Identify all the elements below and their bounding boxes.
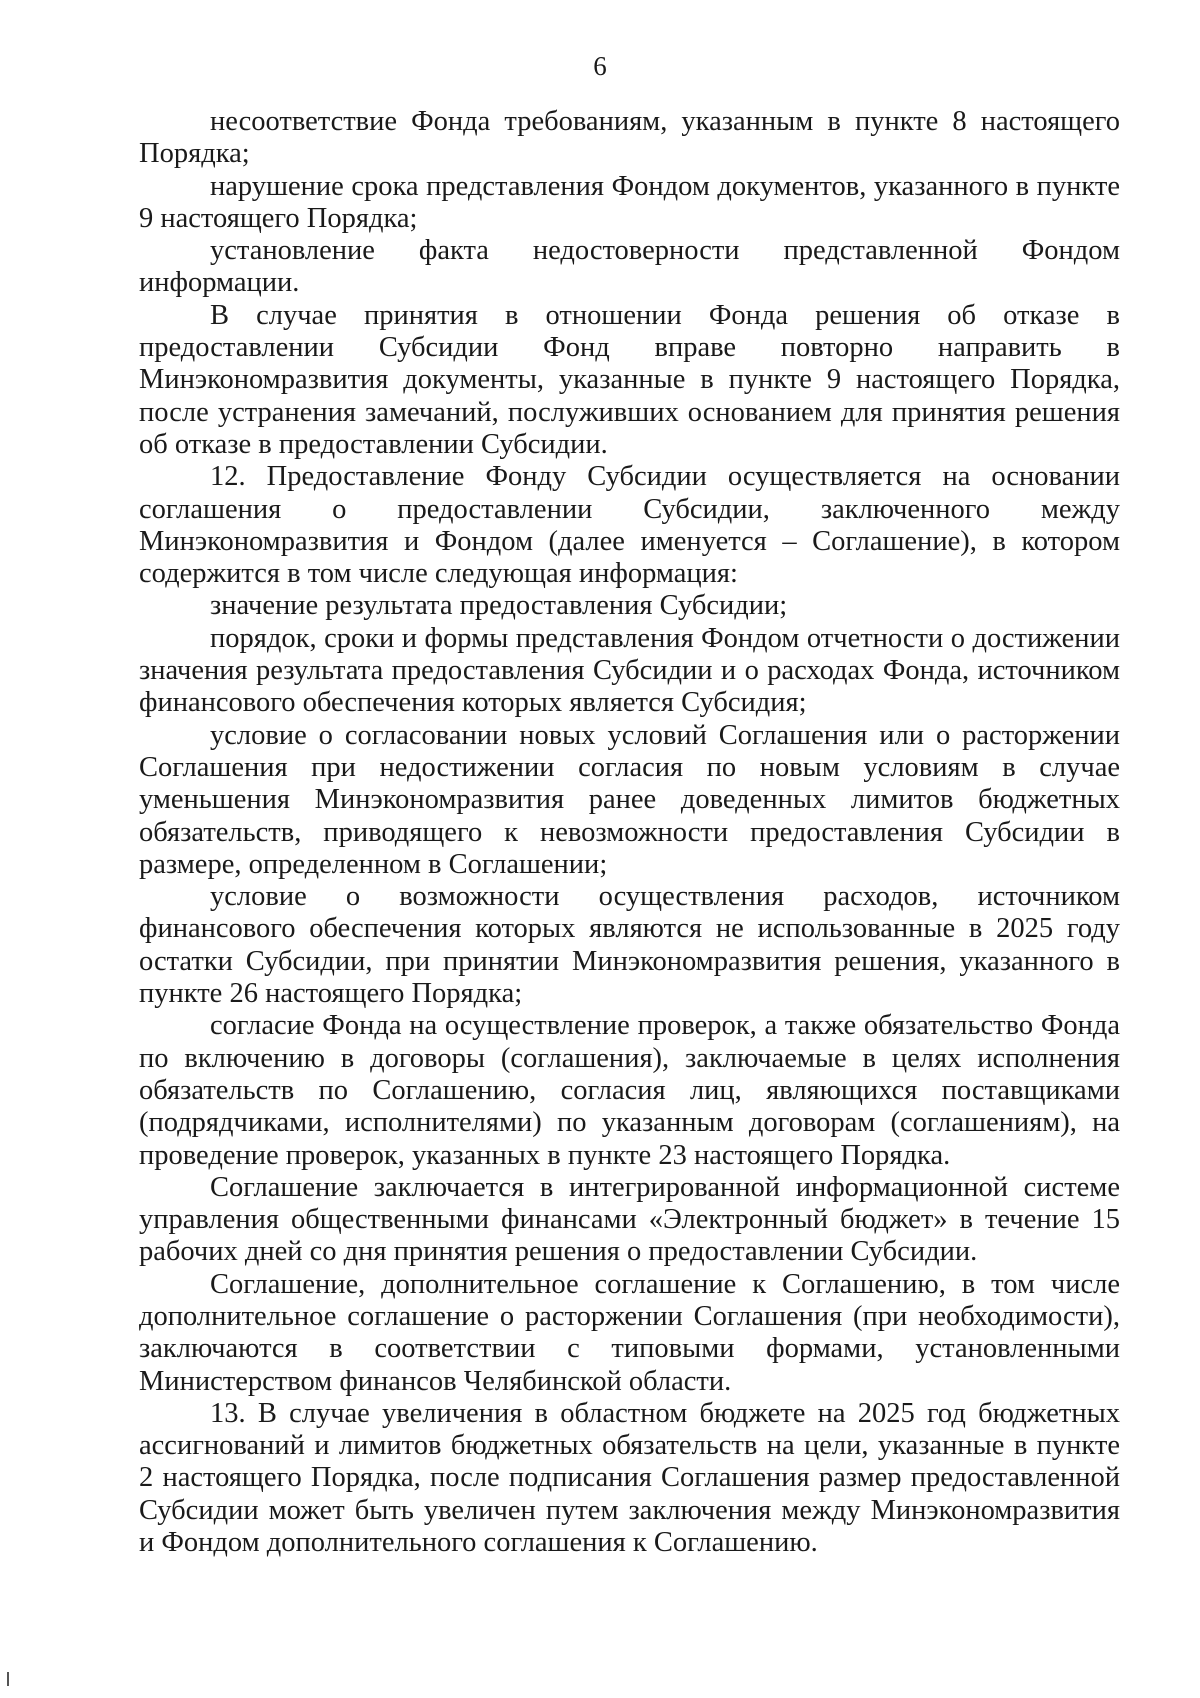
paragraph: В случае принятия в отношении Фонда решения об отказе в предоставлении Субсидии Фонд вправе повторно направить в Минэкономразвития документы, указанные в пункте 9 настоящего Порядка, после устранения замечаний, послуживших основанием для принятия решения об отказе в предоставлении Субсидии.	[139, 299, 1120, 460]
paragraph: нарушение срока представления Фондом документов, указанного в пункте 9 настоящего Порядка;	[139, 170, 1120, 234]
paragraph: условие о возможности осуществления расходов, источником финансового обеспечения которых являются не использованные в 2025 году остатки Субсидии, при принятии Минэкономразвития решения, указанного в пункте 26 настоящего Порядка;	[139, 881, 1120, 1010]
paragraph: 13. В случае увеличения в областном бюджете на 2025 год бюджетных ассигнований и лимитов бюджетных обязательств на цели, указанные в пункте 2 настоящего Порядка, после подписания Соглашения размер предоставленной Субсидии может быть увеличен путем заключения между Минэкономразвития и Фондом дополнительного соглашения к Соглашению.	[139, 1397, 1120, 1559]
paragraph: Соглашение заключается в интегрированной информационной системе управления общественными финансами «Электронный бюджет» в течение 15 рабочих дней со дня принятия решения о предоставлении Субсидии.	[139, 1171, 1120, 1268]
paragraph: условие о согласовании новых условий Соглашения или о расторжении Соглашения при недостижении согласия по новым условиям в случае уменьшения Минэкономразвития ранее доведенных лимитов бюджетных обязательств, приводящего к невозможности предоставления Субсидии в размере, определенном в Соглашении;	[139, 719, 1120, 880]
paragraph: согласие Фонда на осуществление проверок, а также обязательство Фонда по включению в договоры (соглашения), заключаемые в целях исполнения обязательств по Соглашению, согласия лиц, являющихся поставщиками (подрядчиками, исполнителями) по указанным договорам (соглашениям), на проведение проверок, указанных в пункте 23 настоящего Порядка.	[139, 1010, 1120, 1171]
paragraph: значение результата предоставления Субсидии;	[210, 590, 788, 622]
document-body	[139, 106, 1120, 1559]
paragraph: Соглашение, дополнительное соглашение к Соглашению, в том числе дополнительное соглашение о расторжении Соглашения (при необходимости), заключаются в соответствии с типовыми формами, установленными Министерством финансов Челябинской области.	[139, 1268, 1120, 1397]
paragraph: 12. Предоставление Фонду Субсидии осуществляется на основании соглашения о предоставлении Субсидии, заключенного между Минэкономразвития и Фондом (далее именуется – Соглашение), в котором содержится в том числе следующая информация:	[139, 461, 1120, 590]
paragraph: порядок, сроки и формы представления Фондом отчетности о достижении значения результата предоставления Субсидии и о расходах Фонда, источником финансового обеспечения которых является Субсидия;	[139, 622, 1120, 719]
page-number: 6	[593, 51, 607, 81]
paragraph: установление факта недостоверности представленной Фондом информации.	[139, 235, 1120, 299]
paragraph: несоответствие Фонда требованиям, указанным в пункте 8 настоящего Порядка;	[139, 106, 1120, 170]
scan-edge-mark	[7, 1672, 9, 1686]
